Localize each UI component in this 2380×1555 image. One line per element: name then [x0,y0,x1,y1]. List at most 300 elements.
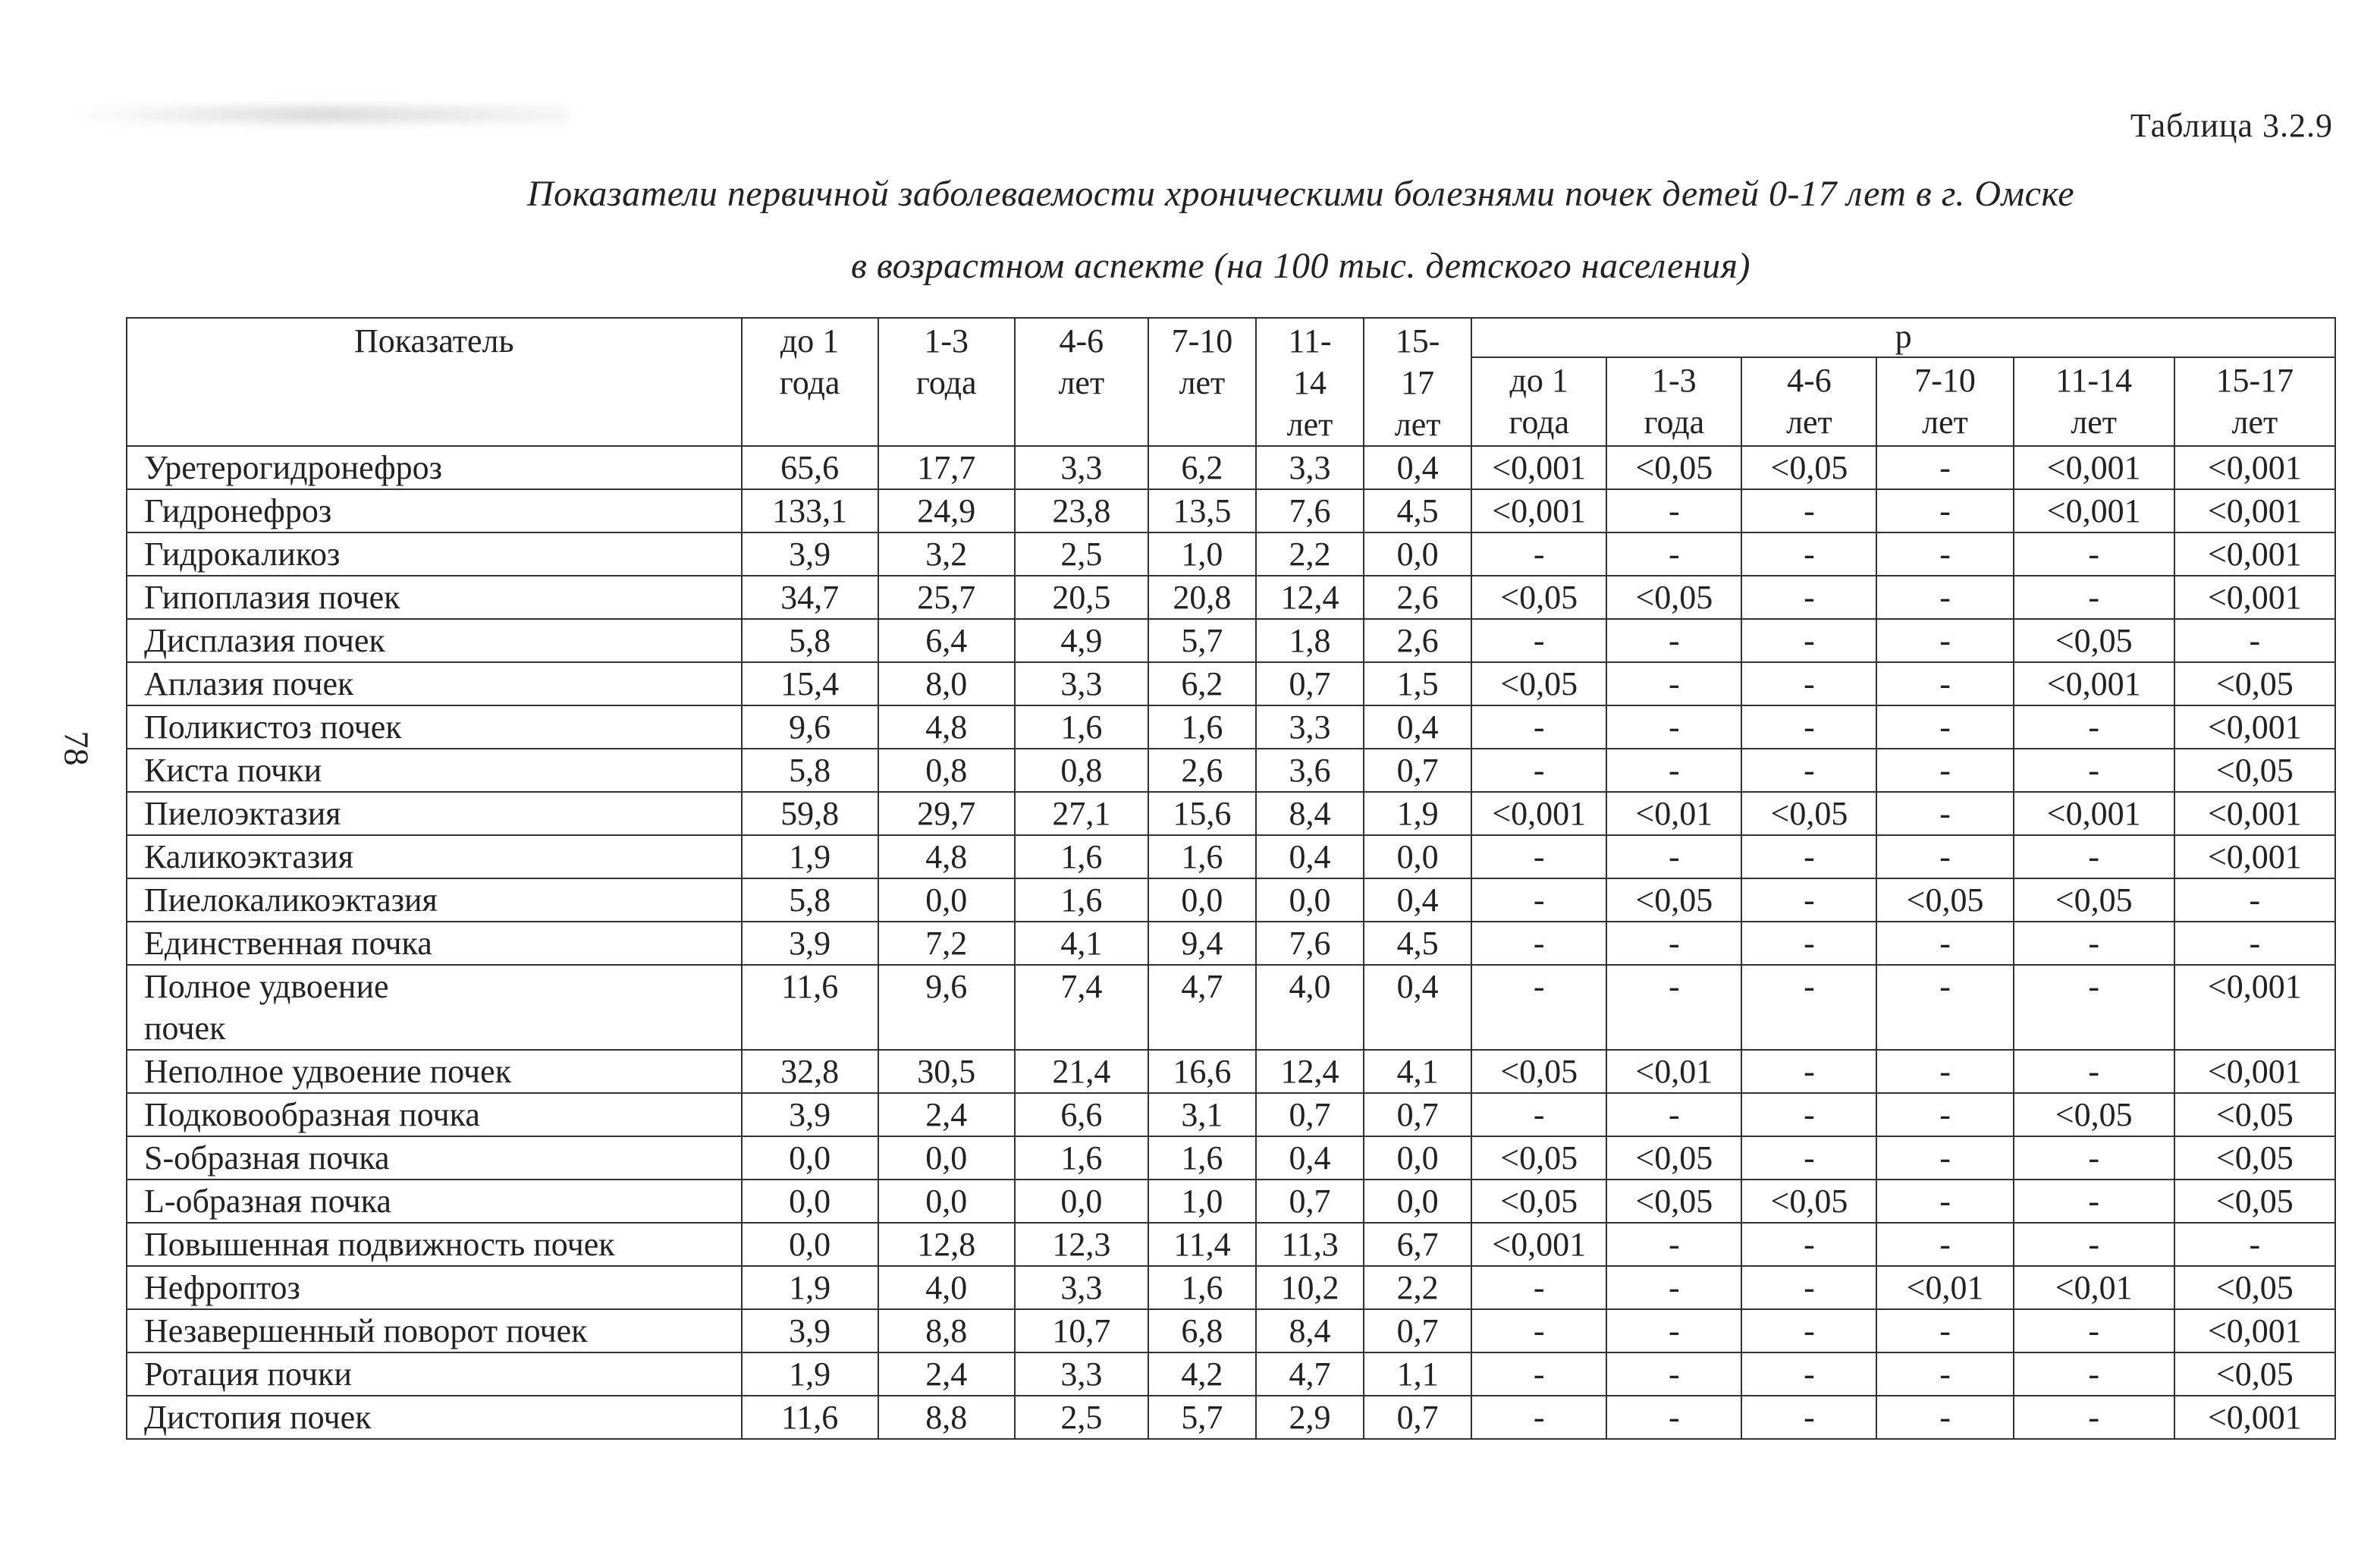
header-age-0 [742,318,878,446]
row-indicator-name: L-образная почка [127,1180,742,1223]
row-p-cell: - [1471,619,1606,662]
row-value-cell: 15,6 [1148,792,1256,835]
row-p-cell: - [1741,1396,1876,1439]
row-value-cell: 2,4 [878,1352,1015,1396]
row-value-cell: 1,6 [1148,835,1256,878]
table-row [127,489,2335,532]
row-value-cell: 7,6 [1256,489,1364,532]
row-indicator-name: Гидрокаликоз [127,532,742,576]
header-p-age-4 [2014,357,2174,446]
row-value-cell: 4,2 [1148,1352,1256,1396]
row-p-cell: - [1876,576,2013,619]
row-p-cell: - [1471,922,1606,965]
row-value-cell: 20,8 [1148,576,1256,619]
header-p-age-line: до 1 [1509,361,1568,399]
row-p-cell: - [1741,922,1876,965]
table-row [127,922,2335,965]
row-p-cell: - [1876,446,2013,489]
row-indicator-name: Дисплазия почек [127,619,742,662]
header-p-age-line: 11-14 [2055,361,2133,399]
header-age-2 [1015,318,1148,446]
row-value-cell: 2,2 [1364,1266,1471,1309]
row-p-cell: - [1606,922,1741,965]
row-p-cell: <0,001 [2174,1309,2335,1352]
row-p-cell: - [1876,1309,2013,1352]
row-p-cell: <0,001 [2174,792,2335,835]
row-p-cell: - [1741,878,1876,922]
header-p-age-2 [1741,357,1876,446]
header-p-age-line: лет [1786,403,1832,441]
row-value-cell: 0,8 [878,749,1015,792]
row-p-cell: - [1741,532,1876,576]
row-indicator-name: Повышенная подвижность почек [127,1223,742,1266]
row-value-cell: 0,7 [1256,662,1364,705]
row-p-cell: <0,001 [2014,662,2174,705]
row-value-cell: 4,5 [1364,489,1471,532]
row-value-cell: 1,6 [1148,1136,1256,1180]
table-row [127,835,2335,878]
row-p-cell: - [1876,705,2013,749]
row-p-cell: - [1606,835,1741,878]
row-p-cell: <0,05 [1471,1136,1606,1180]
header-p-age-line: 15-17 [2215,361,2294,399]
row-p-cell: <0,05 [1741,792,1876,835]
table-title-line-2: в возрастном аспекте (на 100 тыс. детского населения) [851,246,1750,286]
row-p-cell: - [1876,1396,2013,1439]
row-value-cell: 3,3 [1256,705,1364,749]
row-p-cell: - [1876,835,2013,878]
header-p-age-line: лет [2071,403,2118,441]
header-age-line: лет [1394,406,1441,443]
row-p-cell: - [2014,1396,2174,1439]
table-row [127,1136,2335,1180]
row-value-cell: 7,2 [878,922,1015,965]
table-row [127,576,2335,619]
header-age-line: лет [1179,364,1226,401]
row-value-cell: 65,6 [742,446,878,489]
row-p-cell: - [1606,1266,1741,1309]
row-p-cell: <0,001 [2174,835,2335,878]
row-value-cell: 3,2 [878,532,1015,576]
header-age-1 [878,318,1015,446]
header-age-5 [1364,318,1471,446]
row-value-cell: 6,4 [878,619,1015,662]
row-p-cell: - [1606,1093,1741,1136]
row-p-cell: <0,05 [2014,619,2174,662]
row-p-cell: <0,001 [2014,792,2174,835]
table-row [127,965,2335,1050]
row-value-cell: 1,1 [1364,1352,1471,1396]
row-value-cell: 0,0 [878,1180,1015,1223]
row-indicator-name: Гидронефроз [127,489,742,532]
row-indicator-name: Подковообразная почка [127,1093,742,1136]
row-value-cell: 3,3 [1015,662,1148,705]
row-value-cell: 3,6 [1256,749,1364,792]
row-p-cell: - [2174,922,2335,965]
header-age-3 [1148,318,1256,446]
row-value-cell: 2,6 [1364,619,1471,662]
row-p-cell: - [1471,878,1606,922]
row-value-cell: 5,8 [742,878,878,922]
row-p-cell: - [1876,1223,2013,1266]
row-value-cell: 8,8 [878,1309,1015,1352]
row-value-cell: 0,8 [1015,749,1148,792]
row-value-cell: 13,5 [1148,489,1256,532]
header-p-age-line: 7-10 [1914,361,1976,399]
table-title-line-1: Показатели первичной заболеваемости хроническими болезнями почек детей 0-17 лет в г. Омске [526,174,2075,214]
header-p-age-line: 1-3 [1651,361,1697,399]
row-p-cell: <0,001 [2174,532,2335,576]
row-p-cell: - [1876,489,2013,532]
row-p-cell: - [2014,1050,2174,1093]
row-value-cell: 12,8 [878,1223,1015,1266]
row-value-cell: 2,5 [1015,532,1148,576]
row-value-cell: 1,6 [1015,705,1148,749]
row-p-cell: - [2014,576,2174,619]
row-value-cell: 6,2 [1148,446,1256,489]
row-p-cell: - [1471,1309,1606,1352]
row-value-cell: 8,4 [1256,792,1364,835]
row-p-cell: - [2174,878,2335,922]
row-value-cell: 1,6 [1015,878,1148,922]
row-value-cell: 10,7 [1015,1309,1148,1352]
row-value-cell: 12,3 [1015,1223,1148,1266]
row-value-cell: 3,9 [742,1309,878,1352]
row-value-cell: 6,2 [1148,662,1256,705]
row-p-cell: - [1471,1396,1606,1439]
row-p-cell: - [1471,705,1606,749]
row-indicator-name: Поликистоз почек [127,705,742,749]
row-p-cell: <0,001 [2174,489,2335,532]
row-value-cell: 5,8 [742,619,878,662]
row-p-cell: - [1876,1136,2013,1180]
row-p-cell: - [1876,619,2013,662]
row-p-cell: - [2014,705,2174,749]
row-value-cell: 0,0 [1256,878,1364,922]
row-value-cell: 0,4 [1256,835,1364,878]
row-value-cell: 2,2 [1256,532,1364,576]
row-p-cell: <0,05 [1471,576,1606,619]
row-p-cell: - [1741,965,1876,1050]
row-value-cell: 1,6 [1015,835,1148,878]
scan-smudge [68,106,569,123]
row-value-cell: 3,9 [742,1093,878,1136]
row-p-cell: - [1606,662,1741,705]
row-value-cell: 0,4 [1364,965,1471,1050]
row-p-cell: - [2014,1180,2174,1223]
row-value-cell: 6,7 [1364,1223,1471,1266]
row-p-cell: <0,05 [1606,446,1741,489]
row-p-cell: - [1741,1050,1876,1093]
row-value-cell: 1,9 [1364,792,1471,835]
row-p-cell: - [1606,1309,1741,1352]
row-value-cell: 2,4 [878,1093,1015,1136]
row-p-cell: - [1876,965,2013,1050]
row-p-cell: - [1471,749,1606,792]
row-p-cell: <0,001 [1471,446,1606,489]
row-value-cell: 21,4 [1015,1050,1148,1093]
row-value-cell: 10,2 [1256,1266,1364,1309]
row-p-cell: - [2014,749,2174,792]
header-p-age-5 [2174,357,2335,446]
row-p-cell: <0,001 [2174,1396,2335,1439]
row-p-cell: <0,01 [2014,1266,2174,1309]
table-row [127,1223,2335,1266]
row-value-cell: 0,4 [1364,705,1471,749]
header-p: p [1471,318,2335,357]
row-value-cell: 0,0 [1364,835,1471,878]
row-value-cell: 7,6 [1256,922,1364,965]
row-value-cell: 0,0 [878,878,1015,922]
row-value-cell: 3,3 [1015,446,1148,489]
row-p-cell: - [1741,705,1876,749]
row-p-cell: - [1471,1352,1606,1396]
row-p-cell: - [1741,835,1876,878]
row-indicator-name: Киста почки [127,749,742,792]
row-value-cell: 0,0 [878,1136,1015,1180]
row-value-cell: 4,7 [1256,1352,1364,1396]
row-value-cell: 0,7 [1256,1180,1364,1223]
row-value-cell: 1,6 [1148,705,1256,749]
header-age-line: 17 [1401,364,1435,401]
row-p-cell: <0,001 [2174,1050,2335,1093]
row-value-cell: 4,1 [1015,922,1148,965]
header-age-line: 4-6 [1059,322,1104,360]
row-value-cell: 4,8 [878,835,1015,878]
row-value-cell: 20,5 [1015,576,1148,619]
row-p-cell: - [1741,749,1876,792]
row-value-cell: 5,7 [1148,619,1256,662]
row-p-cell: <0,05 [2174,749,2335,792]
row-p-cell: <0,001 [1471,489,1606,532]
row-indicator-name: Ротация почки [127,1352,742,1396]
row-value-cell: 1,5 [1364,662,1471,705]
row-p-cell: <0,01 [1606,792,1741,835]
row-value-cell: 1,0 [1148,1180,1256,1223]
row-p-cell: - [1741,662,1876,705]
row-indicator-name: Неполное удвоение почек [127,1050,742,1093]
row-indicator-name: Полное удвоение почек [127,965,742,1050]
table-row [127,1180,2335,1223]
row-value-cell: 0,4 [1256,1136,1364,1180]
row-p-cell: <0,05 [2174,662,2335,705]
row-value-cell: 1,0 [1148,532,1256,576]
row-indicator-name: Аплазия почек [127,662,742,705]
row-indicator-name: Гипоплазия почек [127,576,742,619]
row-value-cell: 133,1 [742,489,878,532]
row-p-cell: <0,05 [1606,878,1741,922]
header-p-age-line: лет [2231,403,2278,441]
row-p-cell: - [1876,1180,2013,1223]
row-p-cell: - [2174,1223,2335,1266]
row-value-cell: 0,0 [742,1180,878,1223]
row-p-cell: - [1876,922,2013,965]
row-value-cell: 0,4 [1364,878,1471,922]
row-p-cell: - [2014,1223,2174,1266]
row-value-cell: 1,9 [742,1266,878,1309]
row-p-cell: - [1741,1136,1876,1180]
row-value-cell: 0,7 [1364,1396,1471,1439]
row-p-cell: - [1741,576,1876,619]
table-row [127,1309,2335,1352]
row-value-cell: 2,5 [1015,1396,1148,1439]
row-p-cell: - [1741,619,1876,662]
row-value-cell: 1,9 [742,835,878,878]
row-p-cell: <0,05 [2174,1136,2335,1180]
row-value-cell: 0,4 [1364,446,1471,489]
row-value-cell: 3,9 [742,922,878,965]
table-row [127,1352,2335,1396]
table-row [127,792,2335,835]
header-age-line: 1-3 [924,322,969,360]
row-p-cell: - [1471,1093,1606,1136]
row-p-cell: - [1741,1093,1876,1136]
row-value-cell: 0,7 [1364,1309,1471,1352]
row-value-cell: 11,6 [742,965,878,1050]
row-value-cell: 1,9 [742,1352,878,1396]
row-value-cell: 2,9 [1256,1396,1364,1439]
row-value-cell: 4,7 [1148,965,1256,1050]
row-p-cell: - [1876,662,2013,705]
row-value-cell: 9,6 [878,965,1015,1050]
row-value-cell: 11,6 [742,1396,878,1439]
row-indicator-name: Незавершенный поворот почек [127,1309,742,1352]
header-p-age-1 [1606,357,1741,446]
row-value-cell: 25,7 [878,576,1015,619]
row-p-cell: - [1606,965,1741,1050]
row-p-cell: <0,05 [2174,1093,2335,1136]
row-value-cell: 15,4 [742,662,878,705]
row-p-cell: <0,05 [1741,446,1876,489]
page-number: 78 [57,730,96,766]
header-age-line: лет [1286,406,1333,443]
row-p-cell: - [1606,532,1741,576]
header-age-line: 14 [1293,364,1327,401]
row-p-cell: - [1606,1396,1741,1439]
header-age-line: 15- [1395,322,1440,360]
row-value-cell: 11,3 [1256,1223,1364,1266]
row-p-cell: - [1741,1223,1876,1266]
row-p-cell: - [1606,489,1741,532]
header-row-1 [127,318,2335,357]
row-value-cell: 4,1 [1364,1050,1471,1093]
row-value-cell: 27,1 [1015,792,1148,835]
row-value-cell: 0,7 [1256,1093,1364,1136]
row-p-cell: - [2174,619,2335,662]
header-age-4 [1256,318,1364,446]
table-row [127,705,2335,749]
row-p-cell: - [1606,1223,1741,1266]
row-p-cell: <0,05 [1876,878,2013,922]
row-p-cell: <0,05 [2174,1180,2335,1223]
row-p-cell: <0,001 [2174,965,2335,1050]
row-value-cell: 11,4 [1148,1223,1256,1266]
table-row [127,662,2335,705]
row-p-cell: - [2014,1309,2174,1352]
row-p-cell: - [1606,619,1741,662]
row-value-cell: 0,0 [1364,1136,1471,1180]
row-p-cell: <0,01 [1606,1050,1741,1093]
table-row [127,749,2335,792]
row-value-cell: 4,8 [878,705,1015,749]
row-p-cell: - [1741,1352,1876,1396]
row-p-cell: <0,05 [1606,576,1741,619]
table-label: Таблица 3.2.9 [2130,107,2333,144]
row-value-cell: 0,0 [742,1223,878,1266]
row-value-cell: 1,8 [1256,619,1364,662]
row-p-cell: <0,001 [2174,705,2335,749]
row-p-cell: - [1876,1050,2013,1093]
row-p-cell: <0,05 [2174,1352,2335,1396]
row-p-cell: <0,001 [2174,576,2335,619]
row-p-cell: - [1471,532,1606,576]
row-p-cell: <0,05 [2174,1266,2335,1309]
row-indicator-name: Единственная почка [127,922,742,965]
row-p-cell: - [1741,1309,1876,1352]
row-value-cell: 4,5 [1364,922,1471,965]
header-age-line: 11- [1288,322,1332,360]
header-p-age-line: года [1509,403,1570,441]
row-p-cell: <0,001 [1471,1223,1606,1266]
row-value-cell: 8,4 [1256,1309,1364,1352]
row-value-cell: 5,7 [1148,1396,1256,1439]
row-indicator-name: Дистопия почек [127,1396,742,1439]
row-p-cell: <0,01 [1876,1266,2013,1309]
row-value-cell: 3,3 [1015,1352,1148,1396]
row-value-cell: 12,4 [1256,1050,1364,1093]
row-value-cell: 24,9 [878,489,1015,532]
row-p-cell: - [1471,1266,1606,1309]
row-p-cell: - [1876,1093,2013,1136]
row-value-cell: 6,6 [1015,1093,1148,1136]
header-age-line: 7-10 [1171,322,1233,360]
row-value-cell: 4,0 [878,1266,1015,1309]
table-row [127,446,2335,489]
header-p-age-0 [1471,357,1606,446]
row-p-cell: - [2014,1136,2174,1180]
morbidity-table [126,317,2336,1440]
row-value-cell: 9,6 [742,705,878,749]
row-p-cell: - [1876,749,2013,792]
row-indicator-name: Уретерогидронефроз [127,446,742,489]
row-p-cell: - [2014,922,2174,965]
row-value-cell: 59,8 [742,792,878,835]
table-row [127,1093,2335,1136]
table-body [127,446,2335,1439]
row-p-cell: - [2014,1352,2174,1396]
row-value-cell: 4,0 [1256,965,1364,1050]
header-age-line: года [915,364,977,401]
row-value-cell: 0,0 [1015,1180,1148,1223]
row-p-cell: <0,05 [1606,1180,1741,1223]
row-p-cell: <0,001 [2174,446,2335,489]
row-p-cell: - [2014,532,2174,576]
row-value-cell: 1,6 [1015,1136,1148,1180]
row-value-cell: 8,8 [878,1396,1015,1439]
row-value-cell: 0,0 [1364,532,1471,576]
row-p-cell: <0,05 [1471,1180,1606,1223]
row-value-cell: 23,8 [1015,489,1148,532]
header-p-age-3 [1876,357,2013,446]
header-age-line: года [779,364,840,401]
row-indicator-name: Пиелоэктазия [127,792,742,835]
row-p-cell: - [1876,532,2013,576]
row-value-cell: 3,1 [1148,1093,1256,1136]
row-indicator-name: Каликоэктазия [127,835,742,878]
row-value-cell: 0,7 [1364,749,1471,792]
header-age-line: лет [1058,364,1105,401]
row-value-cell: 3,3 [1256,446,1364,489]
